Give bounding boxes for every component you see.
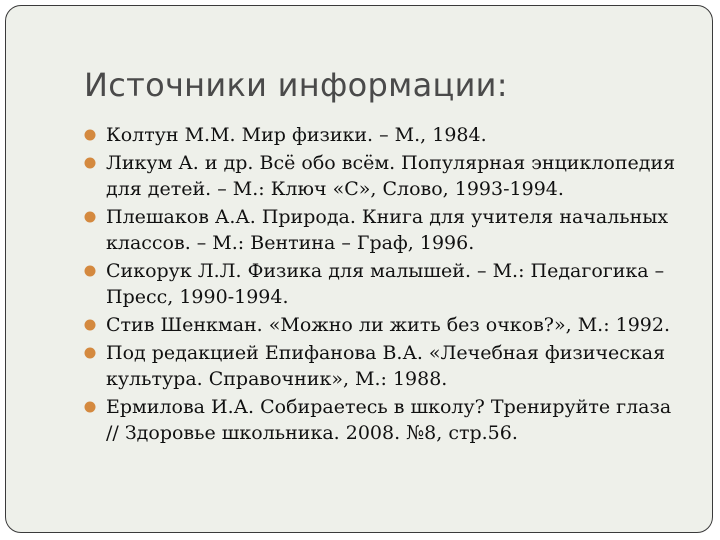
bullet-icon [84, 265, 96, 277]
list-item-text: Стив Шенкман. «Можно ли жить без очков?», М.: 1992. [106, 314, 671, 336]
list-item-text: Колтун М.М. Мир физики. – М., 1984. [106, 124, 487, 146]
slide [5, 5, 713, 533]
bullet-icon [84, 401, 96, 413]
list-item [84, 340, 684, 392]
list-item [84, 204, 684, 256]
list-item-text: Ликум А. и др. Всё обо всём. Популярная энциклопедия для детей. – М.: Ключ «С», Слово, 1993-1994. [106, 152, 676, 200]
list-item [84, 150, 684, 202]
list-item [84, 312, 684, 338]
slide-title: Источники информации: [84, 66, 508, 104]
list-item [84, 394, 684, 446]
list-item [84, 122, 684, 148]
bullet-icon [84, 157, 96, 169]
list-item-text: Ермилова И.А. Собираетесь в школу? Тренируйте глаза // Здоровье школьника. 2008. №8, стр.56. [106, 396, 672, 444]
list-item [84, 258, 684, 310]
sources-list [84, 122, 684, 448]
bullet-icon [84, 129, 96, 141]
list-item-text: Плешаков А.А. Природа. Книга для учителя начальных классов. – М.: Вентина – Граф, 1996. [106, 206, 669, 254]
list-item-text: Сикорук Л.Л. Физика для малышей. – М.: Педагогика – Пресс, 1990-1994. [106, 260, 665, 308]
bullet-icon [84, 319, 96, 331]
bullet-icon [84, 347, 96, 359]
list-item-text: Под редакцией Епифанова В.А. «Лечебная физическая культура. Справочник», М.: 1988. [106, 342, 666, 390]
bullet-icon [84, 211, 96, 223]
